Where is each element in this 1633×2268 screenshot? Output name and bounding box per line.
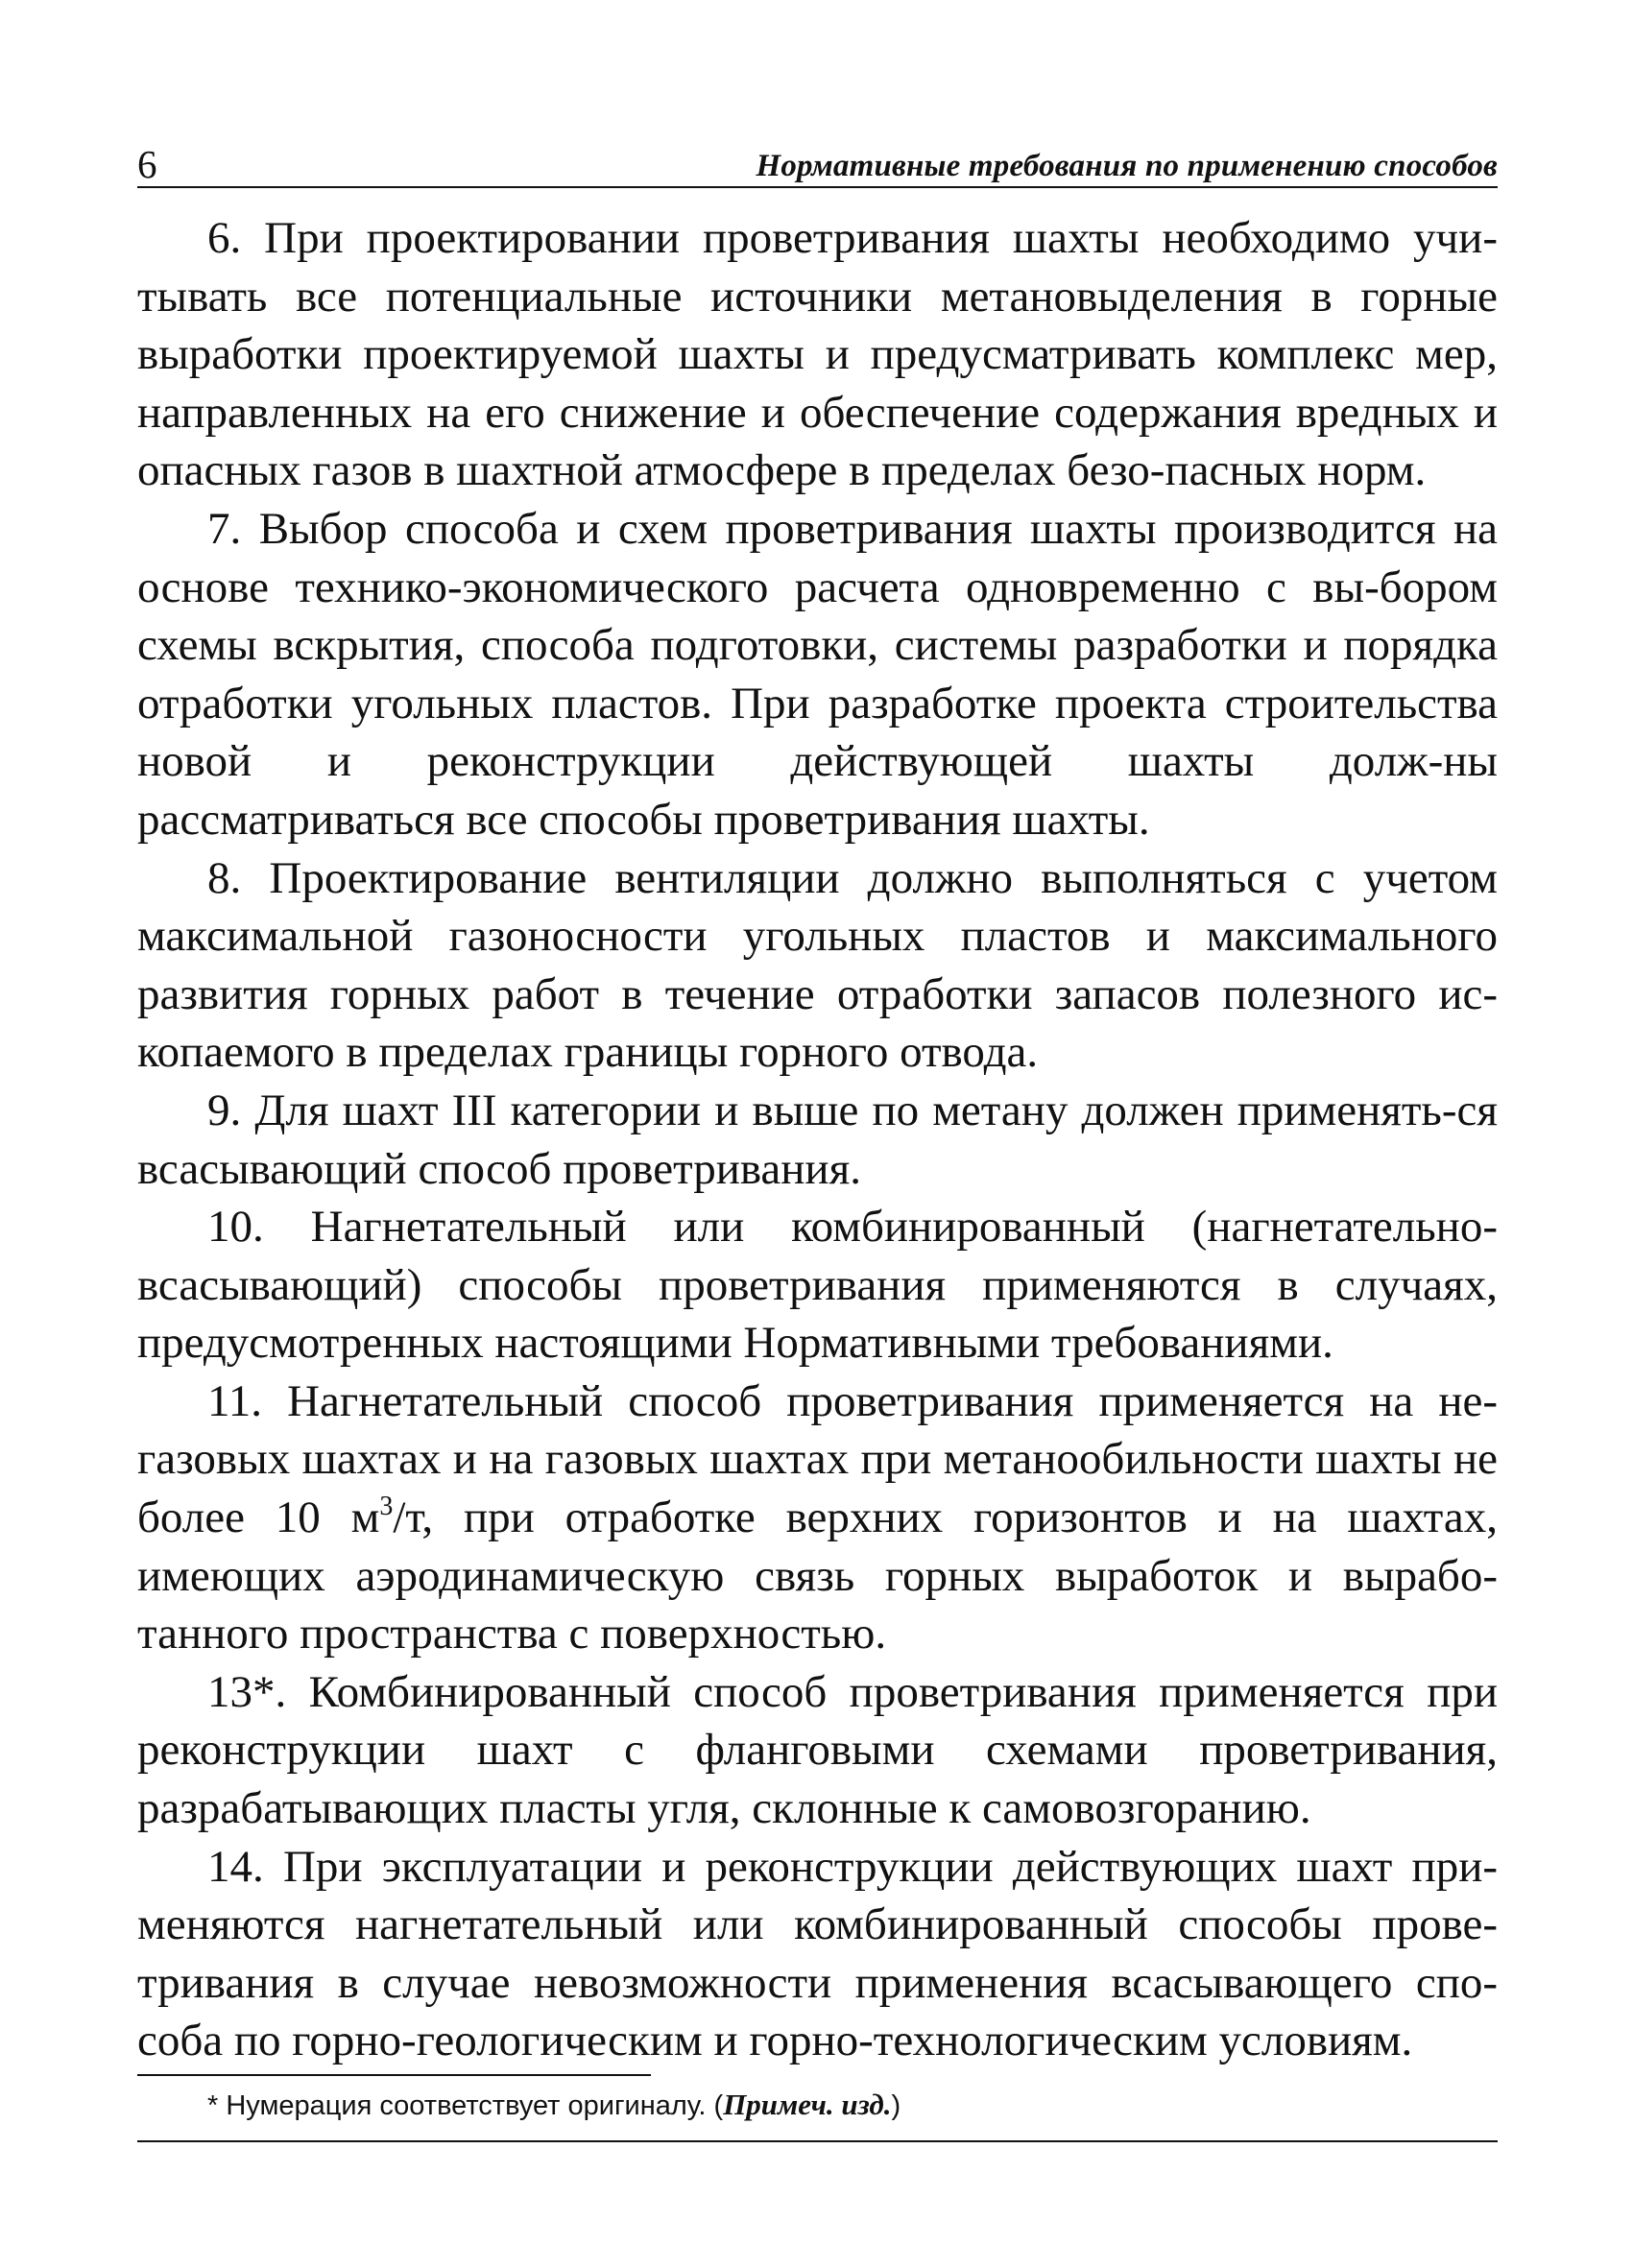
paragraph-11-part-1: 11. Нагнетательный способ проветривания применяется на не-газовых шахтах и на газовых шахтах при метанообильности шахты не более 10 м — [137, 1375, 1498, 1543]
document-page — [137, 134, 1498, 2142]
footnote-rule — [137, 2074, 651, 2076]
paragraph-14: 14. При эксплуатации и реконструкции действующих шахт при-меняются нагнетательный или комбинированный способы прове-тривания в случае невозможности применения всасывающего спо-соба по горно-геологическим и горно-технологическим условиям. — [137, 1841, 1498, 2066]
footnote-close: ) — [891, 2090, 901, 2121]
paragraph-6: 6. При проектировании проветривания шахты необходимо учи-тывать все потенциальные источники метановыделения в горные выработки проектируемой шахты и предусматривать комплекс мер, направленных на его снижение и обеспечение содержания вредных и опасных газов в шахтной атмосфере в пределах безо-пасных норм. — [137, 213, 1498, 496]
paragraph-11-part-2: /т, при отработке верхних горизонтов и на шахтах, имеющих аэродинамическую связь горных выработок и вырабо-танного пространства с поверхностью. — [137, 1492, 1499, 1659]
page-number: 6 — [137, 142, 157, 186]
paragraph-9: 9. Для шахт III категории и выше по метану должен применять-ся всасывающий способ проветривания. — [137, 1085, 1498, 1194]
paragraph-8: 8. Проектирование вентиляции должно выполняться с учетом максимальной газоносности угольных пластов и максимального развития горных работ в течение отработки запасов полезного ис-копаемого в пределах границы горного отвода. — [137, 852, 1498, 1078]
superscript-3: 3 — [379, 1492, 394, 1522]
footnote-text: * Нумерация соответствует оригиналу. ( — [207, 2090, 724, 2121]
paragraph-11 — [137, 1373, 1498, 1663]
body-text — [137, 209, 1498, 2070]
running-header — [137, 134, 1498, 188]
footnote — [137, 2088, 1498, 2123]
running-title: Нормативные требования по применению способов — [756, 149, 1498, 183]
paragraph-13: 13*. Комбинированный способ проветривания применяется при реконструкции шахт с фланговыми схемами проветривания, разрабатывающих пласты угля, склонные к самовозгоранию. — [137, 1666, 1498, 1834]
paragraph-10: 10. Нагнетательный или комбинированный (нагнетательно-всасывающий) способы проветривания применяются в случаях, предусмотренных настоящими Нормативными требованиями. — [137, 1202, 1498, 1369]
paragraph-7: 7. Выбор способа и схем проветривания шахты производится на основе технико-экономического расчета одновременно с вы-бором схемы вскрытия, способа подготовки, системы разработки и порядка отработки угольных пластов. При разработке проекта строительства новой и реконструкции действующей шахты долж-ны рассматриваться все способы проветривания шахты. — [137, 503, 1498, 845]
footnote-editor-note: Примеч. изд. — [723, 2088, 892, 2121]
page-bottom-rule — [137, 2140, 1498, 2142]
